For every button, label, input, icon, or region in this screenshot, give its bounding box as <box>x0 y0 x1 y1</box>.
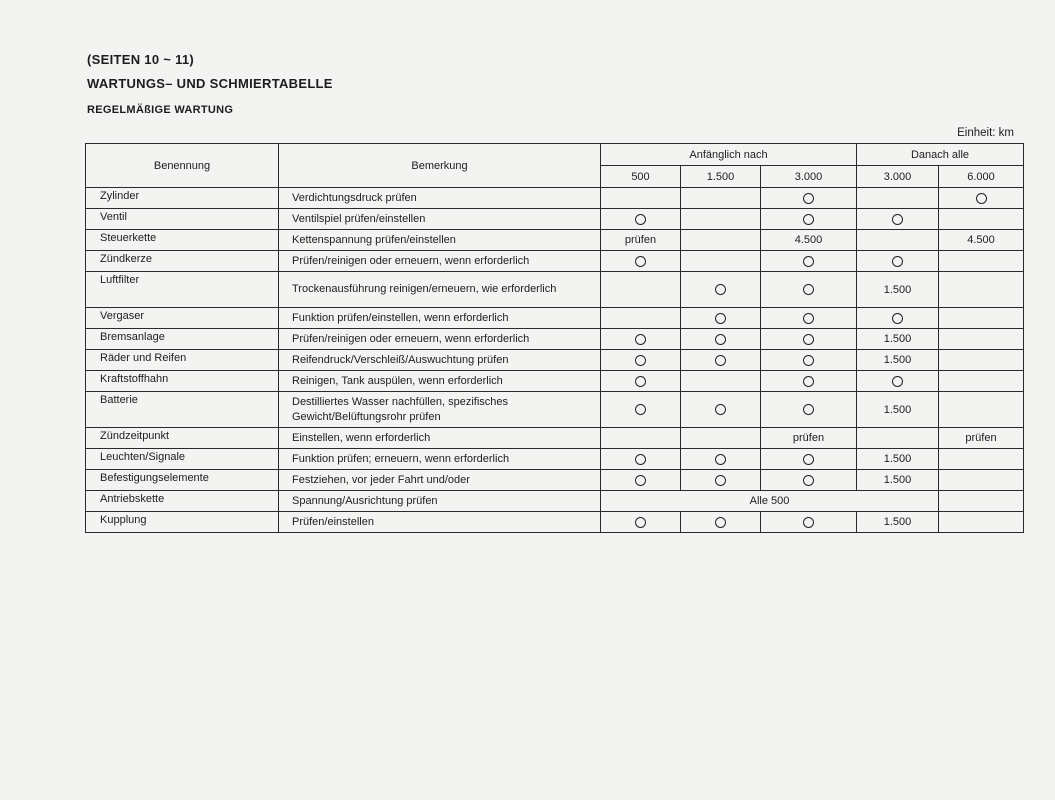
row-remark: Funktion prüfen; erneuern, wenn erforderlich <box>279 449 601 470</box>
row-remark: Ventilspiel prüfen/einstellen <box>279 209 601 230</box>
check-circle-icon <box>803 214 814 225</box>
interval-cell <box>601 329 681 350</box>
interval-span-cell: Alle 500 <box>601 491 939 512</box>
interval-cell <box>681 188 761 209</box>
interval-cell: 4.500 <box>761 230 857 251</box>
interval-cell <box>761 449 857 470</box>
interval-cell <box>681 371 761 392</box>
check-circle-icon <box>635 376 646 387</box>
check-circle-icon <box>715 355 726 366</box>
interval-cell <box>601 392 681 428</box>
check-circle-icon <box>803 404 814 415</box>
table-row <box>86 350 1024 371</box>
interval-cell <box>761 512 857 533</box>
row-remark: Festziehen, vor jeder Fahrt und/oder <box>279 470 601 491</box>
interval-header: 500 <box>601 166 681 188</box>
interval-cell <box>681 329 761 350</box>
interval-cell: prüfen <box>761 428 857 449</box>
row-name: Befestigungselemente <box>86 470 279 491</box>
document-title: WARTUNGS– UND SCHMIERTABELLE <box>87 76 333 91</box>
interval-cell <box>601 428 681 449</box>
check-circle-icon <box>803 355 814 366</box>
interval-cell: 1.500 <box>857 392 939 428</box>
interval-cell <box>761 392 857 428</box>
interval-cell: 1.500 <box>857 329 939 350</box>
interval-cell <box>939 449 1024 470</box>
check-circle-icon <box>715 517 726 528</box>
row-name: Zylinder <box>86 188 279 209</box>
check-circle-icon <box>803 334 814 345</box>
interval-cell <box>939 512 1024 533</box>
check-circle-icon <box>892 256 903 267</box>
row-name: Leuchten/Signale <box>86 449 279 470</box>
interval-cell <box>681 428 761 449</box>
maintenance-table <box>85 143 1024 533</box>
interval-header: 3.000 <box>761 166 857 188</box>
header-group-initial: Anfänglich nach <box>601 144 857 166</box>
interval-cell: 1.500 <box>857 449 939 470</box>
check-circle-icon <box>892 214 903 225</box>
table-row <box>86 470 1024 491</box>
section-title: REGELMÄßIGE WARTUNG <box>87 104 234 116</box>
interval-cell <box>601 449 681 470</box>
interval-cell <box>939 350 1024 371</box>
interval-cell <box>761 329 857 350</box>
interval-cell <box>857 428 939 449</box>
check-circle-icon <box>635 475 646 486</box>
interval-cell <box>601 251 681 272</box>
interval-cell <box>601 512 681 533</box>
row-name: Zündkerze <box>86 251 279 272</box>
row-remark: Reinigen, Tank auspülen, wenn erforderlich <box>279 371 601 392</box>
interval-cell <box>681 449 761 470</box>
row-remark: Einstellen, wenn erforderlich <box>279 428 601 449</box>
check-circle-icon <box>715 404 726 415</box>
table-row <box>86 329 1024 350</box>
header-bemerkung: Bemerkung <box>279 144 601 188</box>
interval-cell <box>939 308 1024 329</box>
interval-cell <box>857 188 939 209</box>
table-row <box>86 449 1024 470</box>
interval-cell <box>939 209 1024 230</box>
interval-cell <box>939 188 1024 209</box>
row-name: Kupplung <box>86 512 279 533</box>
header-benennung: Benennung <box>86 144 279 188</box>
row-remark: Spannung/Ausrichtung prüfen <box>279 491 601 512</box>
interval-cell <box>761 251 857 272</box>
table-body <box>86 188 1024 533</box>
row-name: Luftfilter <box>86 272 279 308</box>
row-remark: Kettenspannung prüfen/einstellen <box>279 230 601 251</box>
interval-cell <box>601 470 681 491</box>
row-remark: Funktion prüfen/einstellen, wenn erforderlich <box>279 308 601 329</box>
interval-cell <box>601 209 681 230</box>
interval-cell <box>939 371 1024 392</box>
interval-cell <box>761 470 857 491</box>
check-circle-icon <box>635 404 646 415</box>
row-remark: Verdichtungsdruck prüfen <box>279 188 601 209</box>
table-row <box>86 308 1024 329</box>
table-row <box>86 272 1024 308</box>
table-row <box>86 512 1024 533</box>
interval-header: 6.000 <box>939 166 1024 188</box>
interval-cell <box>939 329 1024 350</box>
row-name: Batterie <box>86 392 279 428</box>
row-name: Ventil <box>86 209 279 230</box>
check-circle-icon <box>803 256 814 267</box>
interval-cell <box>681 272 761 308</box>
interval-cell: 1.500 <box>857 350 939 371</box>
interval-cell <box>681 470 761 491</box>
row-name: Kraftstoffhahn <box>86 371 279 392</box>
check-circle-icon <box>715 475 726 486</box>
check-circle-icon <box>892 313 903 324</box>
interval-cell <box>939 251 1024 272</box>
interval-cell <box>939 491 1024 512</box>
table-row <box>86 428 1024 449</box>
table-row <box>86 209 1024 230</box>
interval-cell <box>761 350 857 371</box>
check-circle-icon <box>635 355 646 366</box>
row-remark: Prüfen/reinigen oder erneuern, wenn erforderlich <box>279 329 601 350</box>
row-name: Vergaser <box>86 308 279 329</box>
check-circle-icon <box>803 193 814 204</box>
interval-cell <box>857 308 939 329</box>
interval-cell <box>601 272 681 308</box>
row-remark: Destilliertes Wasser nachfüllen, spezifisches Gewicht/Belüftungsrohr prüfen <box>279 392 601 428</box>
check-circle-icon <box>803 454 814 465</box>
interval-cell <box>857 371 939 392</box>
row-remark: Trockenausführung reinigen/erneuern, wie erforderlich <box>279 272 601 308</box>
interval-cell: prüfen <box>939 428 1024 449</box>
interval-cell <box>939 392 1024 428</box>
interval-cell <box>761 272 857 308</box>
check-circle-icon <box>715 454 726 465</box>
interval-cell <box>761 209 857 230</box>
row-name: Antriebskette <box>86 491 279 512</box>
interval-cell <box>601 308 681 329</box>
interval-cell <box>681 308 761 329</box>
interval-cell <box>939 470 1024 491</box>
check-circle-icon <box>635 214 646 225</box>
row-name: Zündzeitpunkt <box>86 428 279 449</box>
interval-cell: 1.500 <box>857 512 939 533</box>
check-circle-icon <box>635 334 646 345</box>
section-reference: (SEITEN 10 ~ 11) <box>87 52 195 67</box>
interval-cell <box>681 230 761 251</box>
interval-cell: prüfen <box>601 230 681 251</box>
row-name: Steuerkette <box>86 230 279 251</box>
check-circle-icon <box>635 517 646 528</box>
row-remark: Prüfen/reinigen oder erneuern, wenn erforderlich <box>279 251 601 272</box>
check-circle-icon <box>803 517 814 528</box>
table-row <box>86 392 1024 428</box>
interval-cell <box>681 392 761 428</box>
interval-cell <box>761 371 857 392</box>
check-circle-icon <box>715 334 726 345</box>
check-circle-icon <box>635 256 646 267</box>
interval-cell <box>601 371 681 392</box>
row-name: Räder und Reifen <box>86 350 279 371</box>
table-row <box>86 371 1024 392</box>
interval-cell <box>601 350 681 371</box>
interval-cell <box>601 188 681 209</box>
check-circle-icon <box>803 376 814 387</box>
interval-cell <box>761 308 857 329</box>
table-row <box>86 230 1024 251</box>
check-circle-icon <box>715 284 726 295</box>
interval-cell <box>857 209 939 230</box>
table-row <box>86 188 1024 209</box>
check-circle-icon <box>803 284 814 295</box>
row-remark: Prüfen/einstellen <box>279 512 601 533</box>
interval-cell <box>939 272 1024 308</box>
interval-header: 1.500 <box>681 166 761 188</box>
check-circle-icon <box>635 454 646 465</box>
interval-cell: 1.500 <box>857 470 939 491</box>
check-circle-icon <box>715 313 726 324</box>
interval-cell <box>857 230 939 251</box>
check-circle-icon <box>803 475 814 486</box>
interval-cell <box>681 350 761 371</box>
row-remark: Reifendruck/Verschleiß/Auswuchtung prüfen <box>279 350 601 371</box>
interval-cell <box>681 512 761 533</box>
unit-label: Einheit: km <box>957 127 1014 139</box>
interval-cell: 4.500 <box>939 230 1024 251</box>
row-name: Bremsanlage <box>86 329 279 350</box>
table-row <box>86 251 1024 272</box>
interval-cell <box>681 251 761 272</box>
header-group-after: Danach alle <box>857 144 1024 166</box>
interval-cell <box>761 188 857 209</box>
interval-cell <box>857 251 939 272</box>
interval-header: 3.000 <box>857 166 939 188</box>
check-circle-icon <box>976 193 987 204</box>
check-circle-icon <box>803 313 814 324</box>
check-circle-icon <box>892 376 903 387</box>
interval-cell: 1.500 <box>857 272 939 308</box>
table-row <box>86 491 1024 512</box>
interval-cell <box>681 209 761 230</box>
